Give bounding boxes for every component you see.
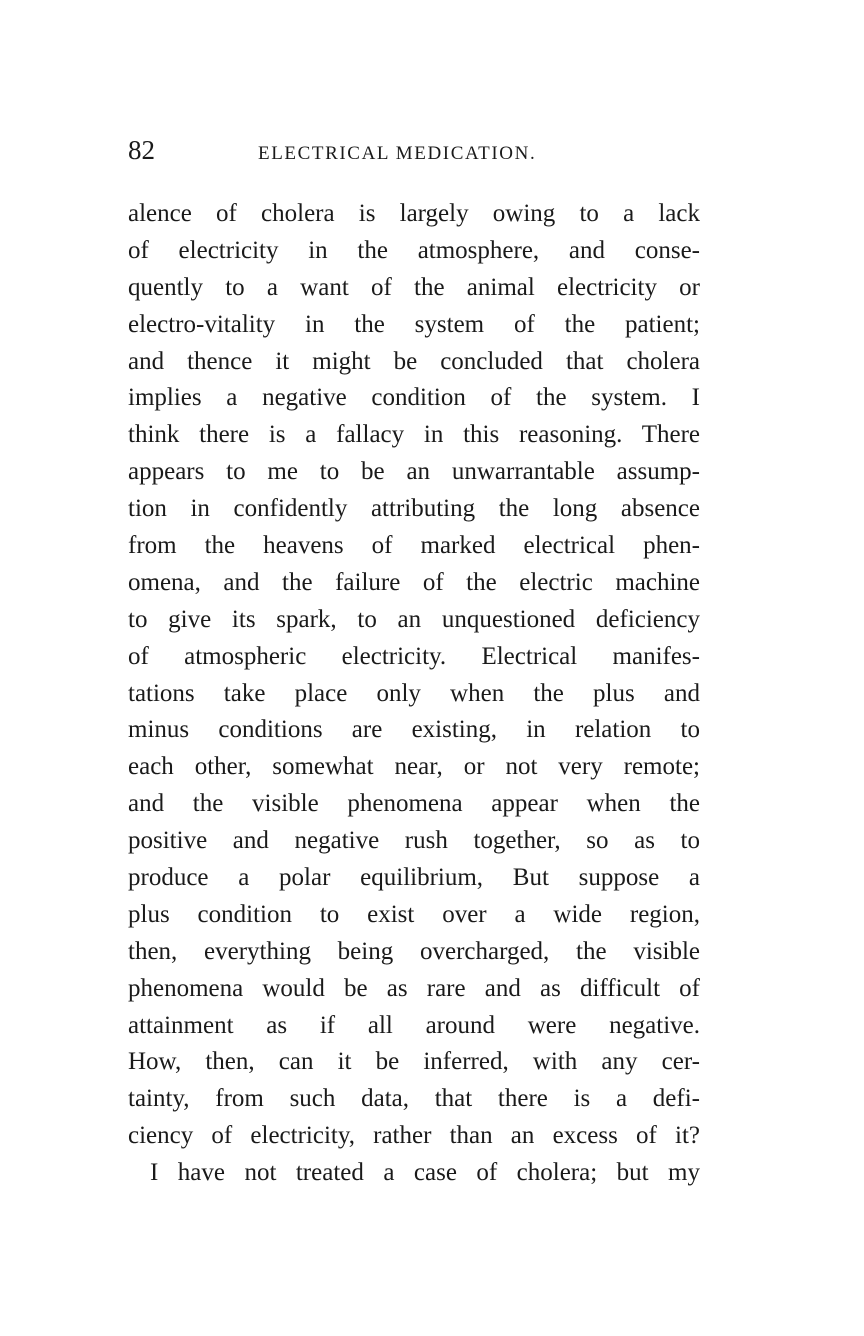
- text-line-8: appears to me to be an unwarrantable assump-: [128, 458, 700, 486]
- text-line-11: omena, and the failure of the electric machine: [128, 568, 700, 596]
- text-line-4: electro-vitality in the system of the patient;: [128, 310, 700, 338]
- italic-word: plus: [593, 679, 635, 707]
- text-line-20: plus condition to exist over a wide region,: [128, 900, 700, 928]
- italic-word: overcharged,: [419, 937, 550, 965]
- italic-word: ciency: [128, 1122, 194, 1150]
- text-line-3: quently to a want of the animal electricity or: [128, 273, 700, 301]
- italic-word: plus: [128, 900, 170, 928]
- body-text: [128, 196, 700, 1192]
- text-line-23: attainment as if all around were negative.: [128, 1011, 700, 1039]
- text-line-22: phenomena would be as rare and as difficult of: [128, 974, 700, 1002]
- text-line-19: produce a polar equilibrium, But suppose a: [128, 864, 700, 892]
- text-line-15: minus conditions are existing, in relation to: [128, 716, 700, 744]
- text-line-10: from the heavens of marked electrical phen-: [128, 532, 700, 560]
- text-line-2: of electricity in the atmosphere, and conse-: [128, 236, 700, 264]
- text-line-18: positive and negative rush together, so as to: [128, 827, 700, 855]
- text-line-7: think there is a fallacy in this reasoning. There: [128, 421, 700, 449]
- italic-word: minus: [128, 716, 190, 744]
- text-line-26: ciency of electricity, rather than an excess of it?: [128, 1122, 700, 1150]
- text-line-5: and thence it might be concluded that cholera: [128, 347, 700, 375]
- text-line-24: How, then, can it be inferred, with any cer-: [128, 1048, 700, 1076]
- text-line-25: tainty, from such data, that there is a defi-: [128, 1085, 700, 1113]
- page-header: [128, 132, 700, 168]
- text-line-9: tion in confidently attributing the long absence: [128, 495, 700, 523]
- italic-word: defi-: [652, 1085, 700, 1113]
- italic-word: excess: [552, 1122, 618, 1150]
- text-line-14: tations take place only when the plus and: [128, 679, 700, 707]
- text-line-16: each other, somewhat near, or not very remote;: [128, 753, 700, 781]
- page-number: 82: [128, 135, 155, 165]
- text-line-13: of atmospheric electricity. Electrical manifes-: [128, 642, 700, 670]
- text-line-27: I have not treated a case of cholera; but my: [150, 1159, 700, 1187]
- text-line-1: alence of cholera is largely owing to a lack: [128, 200, 700, 227]
- text-line-6: implies a negative condition of the system. I: [128, 384, 700, 412]
- running-head: ELECTRICAL MEDICATION.: [258, 143, 537, 164]
- text-line-12: to give its spark, to an unquestioned deficiency: [128, 605, 700, 633]
- text-line-21: then, everything being overcharged, the visible: [128, 937, 700, 965]
- text-line-17: and the visible phenomena appear when the: [128, 790, 700, 818]
